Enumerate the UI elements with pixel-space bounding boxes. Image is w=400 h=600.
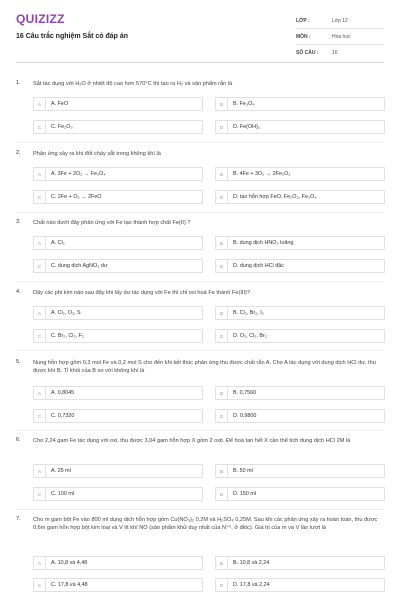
- question-text: Cho 2,24 gam Fe tác dụng với oxi, thu được 3,04 gam hỗn hợp X gồm 2 oxit. Để hoà tan hết X cần thể tích dung dịch HCl 2M là: [33, 438, 351, 444]
- option-text: D. 17,8 và 2,24: [233, 582, 270, 588]
- question-number: 2.: [16, 150, 21, 156]
- option-text: A. Cl₂, O₂, S: [51, 310, 81, 316]
- meta-value: Hóa học: [332, 33, 351, 40]
- option-letter: B: [216, 98, 228, 110]
- option-letter: C: [34, 579, 46, 591]
- question-number: 7.: [16, 516, 21, 522]
- question-1: [16, 80, 384, 140]
- option-letter: D: [216, 260, 228, 272]
- option-letter: B: [216, 387, 228, 399]
- question-text: Dãy các phi kim nào sau đây khi lấy dư tác dụng với Fe thì chỉ oxi hoá Fe thành Fe(III)?: [33, 290, 250, 296]
- option-letter: D: [216, 121, 228, 133]
- option-d[interactable]: [215, 259, 385, 273]
- quizizz-logo: QUIZIZZ: [16, 12, 65, 26]
- option-letter: A: [34, 98, 46, 110]
- question-number: 4.: [16, 289, 21, 295]
- question-text: Cho m gam bột Fe vào 800 ml dung dịch hỗn hợp gồm Cu(NO₃)₂ 0,2M và H₂SO₄ 0,25M. Sau khi các phản ứng xảy ra hoàn toàn, thu được 0,6m gam hỗn hợp bột kim loại và V lít khí NO (sản phẩm khử duy nhất của N⁺⁵, ở đktc). Giá trị của m và V lần lượt là: [33, 517, 378, 532]
- option-c[interactable]: [33, 120, 203, 134]
- question-number: 5.: [16, 359, 21, 365]
- question-3: [16, 219, 384, 279]
- question-divider: [16, 509, 384, 510]
- option-text: B. 10,8 và 2,24: [233, 560, 270, 566]
- option-text: C. Br₂, Cl₂, F₂: [51, 333, 84, 339]
- page-title: 16 Câu trắc nghiệm Sắt có đáp án: [16, 33, 129, 40]
- option-c[interactable]: [33, 259, 203, 273]
- option-c[interactable]: [33, 409, 203, 423]
- meta-label: LỚP :: [296, 17, 310, 24]
- option-text: A. Cl₂: [51, 240, 65, 246]
- option-b[interactable]: [215, 167, 385, 181]
- question-divider: [16, 350, 384, 351]
- question-divider: [16, 142, 384, 143]
- option-a[interactable]: [33, 97, 203, 111]
- option-text: C. 17,8 và 4,48: [51, 582, 88, 588]
- option-text: C. dung dịch AgNO₃ dư: [51, 263, 108, 269]
- question-number: 6.: [16, 437, 21, 443]
- option-text: B. 0,7560: [233, 390, 257, 396]
- option-text: C. Fe₂O₃: [51, 124, 73, 130]
- meta-value: Lớp 12: [332, 17, 348, 24]
- meta-table: [296, 13, 384, 60]
- option-letter: C: [34, 410, 46, 422]
- option-letter: C: [34, 330, 46, 342]
- meta-label: SỐ CÂU :: [296, 49, 319, 56]
- option-text: A. 0,8045: [51, 390, 75, 396]
- option-letter: A: [34, 465, 46, 477]
- option-b[interactable]: [215, 236, 385, 250]
- option-letter: A: [34, 557, 46, 569]
- option-text: C. 100 ml: [51, 491, 75, 497]
- option-d[interactable]: [215, 487, 385, 501]
- option-letter: A: [34, 168, 46, 180]
- question-divider: [16, 430, 384, 431]
- question-divider: [16, 281, 384, 282]
- option-letter: C: [34, 121, 46, 133]
- option-c[interactable]: [33, 329, 203, 343]
- option-a[interactable]: [33, 306, 203, 320]
- option-text: B. 4Fe + 3O₂ → 2Fe₂O₃: [233, 171, 291, 177]
- option-a[interactable]: [33, 464, 203, 478]
- option-text: B. dung dịch HNO₃ loãng: [233, 240, 294, 246]
- option-letter: D: [216, 410, 228, 422]
- option-c[interactable]: [33, 487, 203, 501]
- question-2: [16, 150, 384, 210]
- option-b[interactable]: [215, 306, 385, 320]
- meta-row-class: [296, 13, 384, 29]
- question-text: Chất nào dưới đây phản ứng với Fe tạo thành hợp chất Fe(II) ?: [33, 220, 191, 226]
- option-letter: C: [34, 191, 46, 203]
- option-text: D. 0,9800: [233, 413, 257, 419]
- option-letter: B: [216, 237, 228, 249]
- option-b[interactable]: [215, 97, 385, 111]
- question-number: 1.: [16, 80, 21, 86]
- option-letter: B: [216, 168, 228, 180]
- option-letter: C: [34, 260, 46, 272]
- question-5: [16, 359, 384, 429]
- option-text: A. 3Fe + 2O₂ → Fe₃O₄: [51, 171, 106, 177]
- option-letter: C: [34, 488, 46, 500]
- option-letter: B: [216, 557, 228, 569]
- meta-value: 16: [332, 49, 338, 56]
- option-text: B. Cl₂, Br₂, I₂: [233, 310, 264, 316]
- option-letter: D: [216, 191, 228, 203]
- option-text: C. 2Fe + O₂ → 2FeO: [51, 194, 102, 200]
- option-letter: D: [216, 579, 228, 591]
- meta-row-subject: [296, 29, 384, 45]
- option-text: C. 0,7320: [51, 413, 75, 419]
- option-c[interactable]: [33, 578, 203, 592]
- header-divider: [16, 62, 384, 63]
- option-text: A. FeO: [51, 101, 69, 107]
- meta-row-count: [296, 45, 384, 60]
- option-text: D. O₂, Cl₂, Br₂: [233, 333, 267, 339]
- question-text: Phản ứng xảy ra khi đốt cháy sắt trong không khí là: [33, 151, 161, 157]
- option-d[interactable]: [215, 409, 385, 423]
- option-d[interactable]: [215, 190, 385, 204]
- option-letter: B: [216, 465, 228, 477]
- option-letter: D: [216, 330, 228, 342]
- option-b[interactable]: [215, 556, 385, 570]
- option-text: D. tạo hỗn hợp FeO, Fe₂O₃, Fe₃O₄: [233, 194, 317, 200]
- option-a[interactable]: [33, 236, 203, 250]
- option-d[interactable]: [215, 329, 385, 343]
- option-a[interactable]: [33, 556, 203, 570]
- option-letter: A: [34, 387, 46, 399]
- option-text: A. 10,8 và 4,48: [51, 560, 88, 566]
- question-4: [16, 289, 384, 349]
- option-b[interactable]: [215, 464, 385, 478]
- option-text: B. 50 ml: [233, 468, 253, 474]
- option-letter: A: [34, 307, 46, 319]
- option-letter: A: [34, 237, 46, 249]
- option-text: D. dung dịch HCl đặc: [233, 263, 284, 269]
- option-a[interactable]: [33, 386, 203, 400]
- option-b[interactable]: [215, 386, 385, 400]
- question-number: 3.: [16, 219, 21, 225]
- option-letter: D: [216, 488, 228, 500]
- option-c[interactable]: [33, 190, 203, 204]
- question-7: [16, 516, 384, 596]
- question-6: [16, 437, 384, 507]
- question-text: Sắt tác dụng với H₂O ở nhiệt độ cao hơn 570°C thì tạo ra H₂ và sản phẩm rắn là: [33, 81, 233, 87]
- option-text: A. 25 ml: [51, 468, 71, 474]
- option-a[interactable]: [33, 167, 203, 181]
- option-text: B. Fe₃O₄: [233, 101, 255, 107]
- question-divider: [16, 212, 384, 213]
- option-text: D. Fe(OH)₂: [233, 124, 260, 130]
- option-d[interactable]: [215, 120, 385, 134]
- option-text: D. 150 ml: [233, 491, 257, 497]
- option-d[interactable]: [215, 578, 385, 592]
- option-letter: B: [216, 307, 228, 319]
- meta-label: MÔN :: [296, 33, 311, 40]
- question-text: Nung hỗn hợp gồm 0,3 mol Fe và 0,2 mol S cho đến khi kết thúc phản ứng thu được chất rắn A. Cho A tác dụng với dung dịch HCl dư, thu được khí B. Tỉ khối của B so với không khí là: [33, 360, 376, 375]
